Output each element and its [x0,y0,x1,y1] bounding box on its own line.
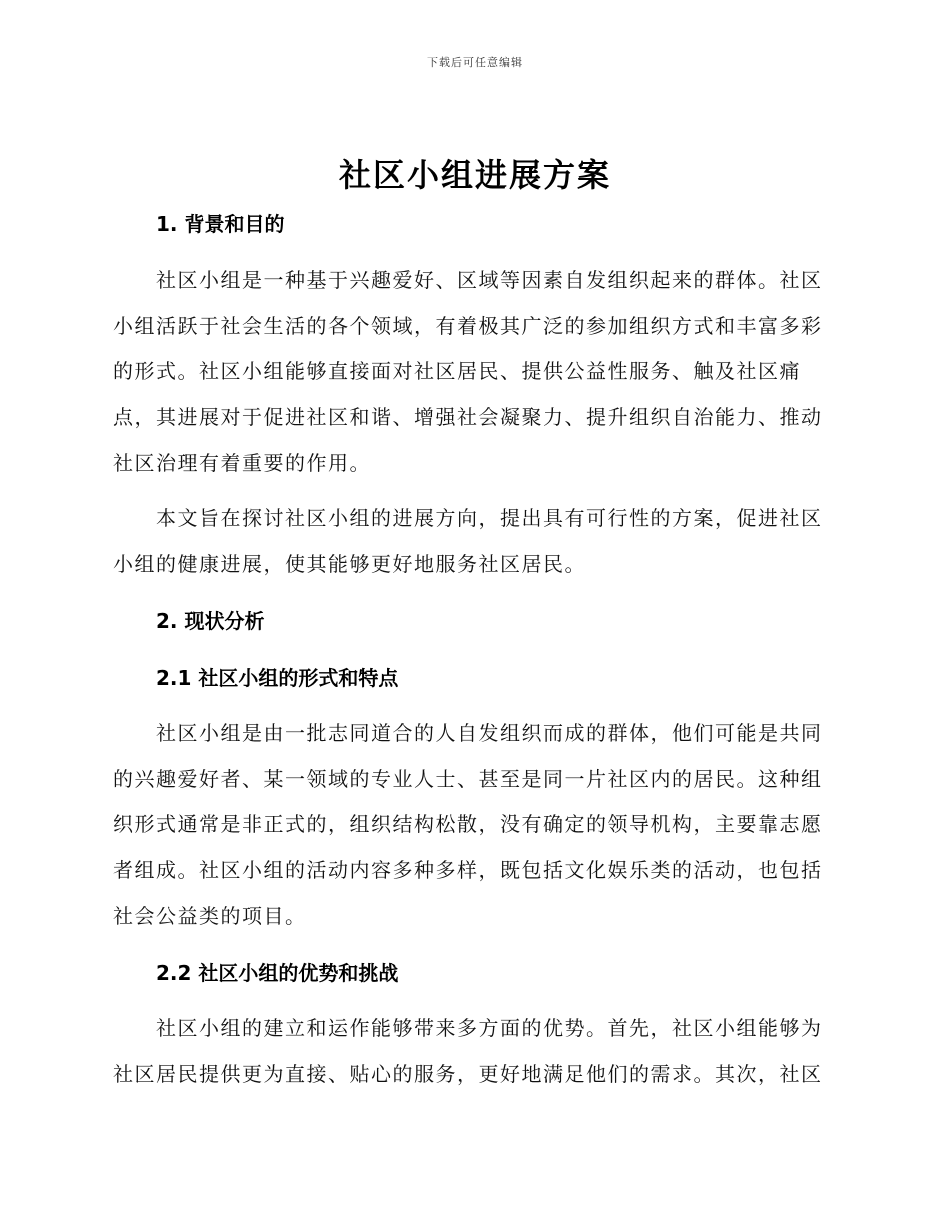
header-note: 下载后可任意编辑 [427,56,523,69]
section-1-heading: 1. 背景和目的 [156,212,285,236]
section-1-paragraph-1: 社区小组是一种基于兴趣爱好、区域等因素自发组织起来的群体。社区小组活跃于社会生活的各个领域，有着极其广泛的参加组织方式和丰富多彩的形式。社区小组能够直接面对社区居民、提供公益性服务、触及社区痛点，其进展对于促进社区和谐、增强社会凝聚力、提升组织自治能力、推动社区治理有着重要的作用。 [113,268,823,475]
section-2-heading: 2. 现状分析 [156,609,265,633]
document-title: 社区小组进展方案 [338,156,611,194]
section-2-2-paragraph: 社区小组的建立和运作能够带来多方面的优势。首先，社区小组能够为社区居民提供更为直接、贴心的服务，更好地满足他们的需求。其次，社区 [113,1016,823,1086]
section-2-1-paragraph: 社区小组是由一批志同道合的人自发组织而成的群体，他们可能是共同的兴趣爱好者、某一领域的专业人士、甚至是同一片社区内的居民。这种组织形式通常是非正式的，组织结构松散，没有确定的领导机构，主要靠志愿者组成。社区小组的活动内容多种多样，既包括文化娱乐类的活动，也包括社会公益类的项目。 [113,721,823,928]
section-1-paragraph-2: 本文旨在探讨社区小组的进展方向，提出具有可行性的方案，促进社区小组的健康进展，使其能够更好地服务社区居民。 [113,506,823,576]
section-2-2-heading: 2.2 社区小组的优势和挑战 [156,961,399,985]
section-2-1-heading: 2.1 社区小组的形式和特点 [156,666,399,690]
